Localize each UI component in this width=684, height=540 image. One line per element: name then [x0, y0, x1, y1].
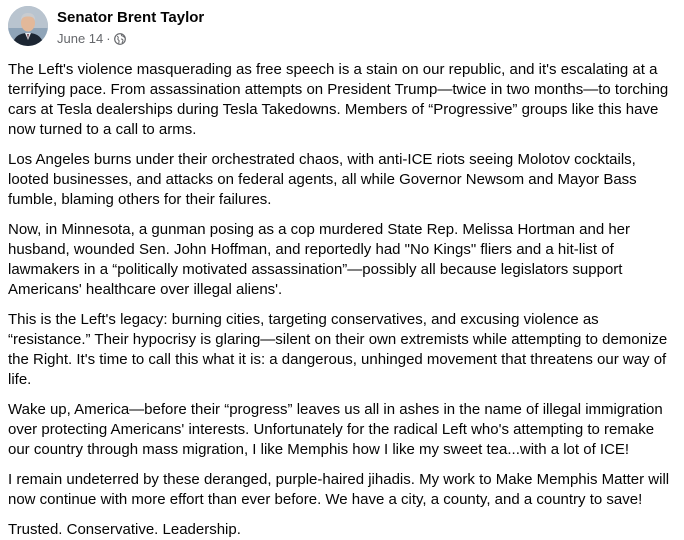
post-paragraph: Now, in Minnesota, a gunman posing as a cop murdered State Rep. Melissa Hortman and her husband, wounded Sen. John Hoffman, and reportedly had "No Kings" fliers and a hit-list of lawmakers in a “politically motivated assassination”—possibly all because legislators support Americans' healthcare over illegal aliens'. — [8, 221, 631, 298]
post-paragraph: Trusted. Conservative. Leadership. — [8, 521, 241, 538]
post-paragraph: The Left's violence masquerading as free speech is a stain on our republic, and it's escalating at a terrifying pace. From assassination attempts on President Trump—twice in two months—to torching cars at Tesla dealerships during Tesla Takedowns. Members of “Progressive” groups like this have now turned to a call to arms. — [8, 61, 669, 138]
post-paragraph: Los Angeles burns under their orchestrated chaos, with anti-ICE riots seeing Molotov cocktails, looted businesses, and attacks on federal agents, all while Governor Newsom and Mayor Bass fumble, blaming others for their failures. — [8, 151, 637, 208]
post-header — [8, 6, 678, 56]
author-avatar[interactable] — [8, 6, 48, 46]
post-meta — [57, 6, 204, 47]
post-paragraph: Wake up, America—before their “progress” leaves us all in ashes in the name of illegal immigration over protecting Americans' interests. Unfortunately for the radical Left who's attempting to remake our country through mass migration, I like Memphis how I like my sweet tea...with a lot of ICE! — [8, 401, 663, 458]
author-name[interactable]: Senator Brent Taylor — [57, 9, 205, 26]
post-body — [8, 60, 678, 540]
post-date[interactable]: June 14 — [57, 31, 104, 46]
separator-dot: · — [106, 31, 111, 46]
post-paragraph: I remain undeterred by these deranged, purple-haired jihadis. My work to Make Memphis Matter will now continue with more effort than ever before. We have a city, a county, and a country to save! — [8, 471, 670, 508]
post-subline — [57, 31, 204, 47]
post-paragraph: This is the Left's legacy: burning cities, targeting conservatives, and excusing violence as “resistance.” Their hypocrisy is glaring—silent on their own extremists while attempting to demonize the Right. It's time to call this what it is: a dangerous, unhinged movement that threatens our way of life. — [8, 311, 668, 388]
globe-icon[interactable] — [114, 33, 126, 45]
